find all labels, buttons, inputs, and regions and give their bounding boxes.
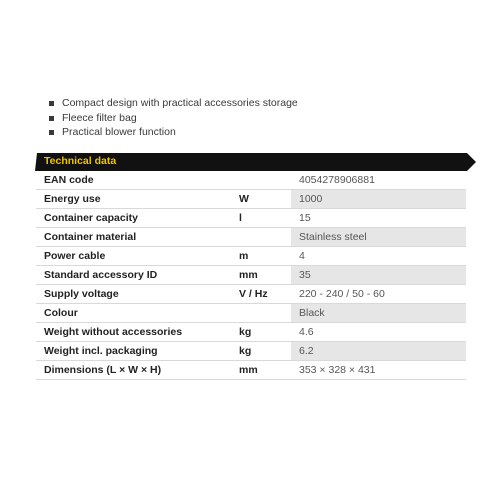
spec-value: 353 × 328 × 431 [299,364,376,376]
spec-unit: W [239,193,249,205]
spec-row [36,342,466,361]
spec-label: Weight without accessories [44,326,183,338]
spec-row [36,361,466,380]
spec-label: Energy use [44,193,101,205]
technical-data-title: Technical data [44,155,117,167]
spec-label: Weight incl. packaging [44,345,158,357]
feature-text: Practical blower function [62,126,176,138]
feature-item [48,111,298,126]
spec-value: 1000 [291,190,466,208]
spec-unit: V / Hz [239,288,268,300]
bullet-icon [49,116,54,121]
spec-unit: kg [239,345,252,357]
spec-unit: kg [239,326,252,338]
technical-data-header [35,153,477,171]
feature-text: Compact design with practical accessories storage [62,97,298,109]
spec-value: 4.6 [299,326,314,338]
spec-unit: l [239,212,242,224]
spec-label: Standard accessory ID [44,269,158,281]
spec-value: 15 [299,212,311,224]
spec-unit: mm [239,269,258,281]
feature-text: Fleece filter bag [62,111,137,124]
spec-value: Black [291,304,466,322]
spec-value: 6.2 [291,342,466,360]
spec-unit: mm [239,364,258,376]
spec-row [36,209,466,228]
spec-row [36,266,466,285]
spec-label: Dimensions (L × W × H) [44,364,162,376]
spec-row [36,171,466,190]
bullet-icon [49,130,54,135]
spec-unit: m [239,250,249,262]
spec-row [36,304,466,323]
spec-table [36,171,466,380]
spec-label: Container material [44,231,137,243]
spec-value: 4 [299,250,305,262]
feature-item [48,96,298,111]
spec-label: Supply voltage [44,288,119,300]
spec-row [36,285,466,304]
feature-item [48,125,298,140]
spec-label: Container capacity [44,212,138,224]
spec-row [36,247,466,266]
spec-row [36,190,466,209]
spec-value: 4054278906881 [299,174,375,186]
spec-value: Stainless steel [291,228,466,246]
feature-list [48,96,298,140]
spec-row [36,323,466,342]
spec-label: EAN code [44,174,94,186]
spec-value: 220 - 240 / 50 - 60 [299,288,385,300]
spec-value: 35 [291,266,466,284]
bullet-icon [49,101,54,106]
spec-label: Colour [44,307,78,319]
spec-row [36,228,466,247]
spec-label: Power cable [44,250,106,262]
